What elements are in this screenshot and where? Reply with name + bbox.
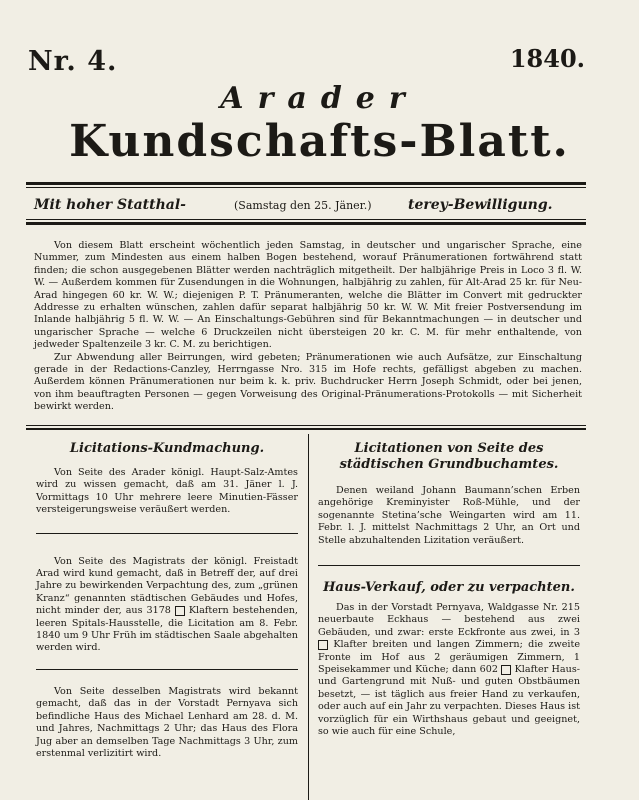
- left-divider-1: [36, 533, 298, 534]
- right-paragraph-2c: Klafter Haus- und Gartengrund mit Nuß- und guten Obstbäumen besetzt, — ist täglich aus freier Hand zu verkaufen, oder auch auf ein Jahr zu verpachten. Dieses Haus ist vorzüglich für ein Wirthshaus gebaut und geeignet, so wie auch für eine Schule,: [318, 664, 580, 738]
- subtitle-right: terey-Bewilligung.: [408, 197, 553, 213]
- right-heading-2: Haus-Verkauf, oder zu verpachten.: [323, 580, 575, 596]
- title-line-1: Arader: [220, 81, 419, 116]
- left-paragraph-2b: Klaftern bestehenden, leeren Spitals-Hausstelle, die Licitation am 8. Febr. 1840 um 9 Uhr Früh im städtischen Saale abgehalten werden wird.: [36, 605, 298, 654]
- right-heading-1: Licitationen von Seite des städtischen Grundbuchamtes.: [339, 441, 559, 472]
- right-column: [318, 441, 580, 739]
- rule-columns-thin: [26, 425, 586, 426]
- right-paragraph-2a: Das in der Vorstadt Pernyava, Waldgasse Nr. 215 neuerbaute Eckhaus — bestehend aus zwei Gebäuden, und zwar: erste Eckfronte aus zwei, in 3: [318, 602, 580, 638]
- rule-sub-thick: [26, 222, 586, 225]
- issue-number: Nr. 4.: [28, 46, 118, 77]
- rule-top-thick: [26, 182, 586, 185]
- title-line-2: Kundschafts-Blatt.: [69, 116, 570, 167]
- intro-paragraph-1: Von diesem Blatt erscheint wöchentlich jeden Samstag, in deutscher und ungarischer Sprache, eine Nummer, zum Mindesten aus einem halben Bogen bestehend, worauf Pränumerationen fortwährend statt finden; die schon ausgegebenen Blätter werden nachträglich mitgetheilt. Der halbjährige Preis in Loco 3 fl. W. W. — Außerdem kommen für Zusendungen in die Wohnungen, halbjährig zu zahlen, für Alt-Arad 25 kr. für Neu-Arad hingegen 60 kr. W. W.; diejenigen P. T. Pränumeranten, welche die Blätter im Convert mit gedruckter Addresse zu erhalten wünschen, zahlen dafür separat halbjährig 50 kr. W. W. Mit freier Postversendung im Inlande halbjährig 5 fl. W. W. — An Einschaltungs-Gebühren sind für Bekanntmachungen — in deutscher und ungarischer Sprache — welche 6 Druckzeilen nicht übersteigen 20 kr. C. M. für mehr enthaltende, von jedweder Spaltenzeile 3 kr. C. M. zu berichtigen.: [34, 240, 582, 351]
- issue-date: (Samstag den 25. Jäner.): [234, 199, 372, 212]
- left-divider-2: [36, 669, 298, 670]
- issue-year: 1840.: [509, 44, 585, 73]
- right-paragraph-2b: Klafter breiten und langen Zimmern; die zweite Fronte im Hof aus 2 geräumigen Zimmern, 1 Speisekammer und Küche; dann 602: [318, 639, 580, 676]
- column-divider: [308, 434, 309, 800]
- left-column: [36, 441, 298, 760]
- right-paragraph-1: Denen weiland Johann Baumann’schen Erben angehörige Kreminyister Roß-Mühle, und der sogenannte Stetina’sche Weingarten wird am 11. Febr. l. J. mittelst Nachmittags 2 Uhr, an Ort und Stelle abzuhaltenden Lizitation veräußert.: [318, 485, 580, 546]
- square-fathom-symbol: [501, 665, 511, 675]
- subtitle-left: Mit hoher Statthal-: [34, 197, 186, 213]
- square-fathom-symbol: [318, 640, 328, 650]
- left-paragraph-2: [36, 556, 298, 655]
- intro-block: [34, 240, 582, 414]
- rule-sub-thin: [26, 219, 586, 220]
- left-paragraph-3: Von Seite desselben Magistrats wird bekannt gemacht, daß das in der Vorstadt Pernyava sich befindliche Haus des Michael Lenhard am 28. d. M. und Jahres, Nachmittags 2 Uhr; das Haus des Flora Jug aber an demselben Tage Nachmittags 3 Uhr, zum erstenmal verlizitirt wird.: [36, 685, 298, 759]
- left-heading: Licitations-Kundmachung.: [69, 441, 265, 456]
- intro-paragraph-2: Zur Abwendung aller Beirrungen, wird gebeten; Pränumerationen wie auch Aufsätze, zur Einschaltung gerade in der Redactions-Canzley, Herrngasse Nro. 315 im Hofe rechts, gefälligst abgeben zu machen. Außerdem können Pränumerationen nur beim k. k. priv. Buchdrucker Herrn Joseph Schmidt, oder bei jenen, von ihm beauftragten Personen — gegen Vorweisung des Original-Pränumerations-Protokolls — mit Sicherheit bewirkt werden.: [34, 351, 582, 413]
- left-paragraph-1: Von Seite des Arader königl. Haupt-Salz-Amtes wird zu wissen gemacht, daß am 31. Jäner l. J. Vormittags 10 Uhr mehrere leere Minutien-Fässer versteigerungsweise veräußert werden.: [36, 467, 298, 516]
- rule-columns-thick: [26, 428, 586, 430]
- rule-top-thin: [26, 187, 586, 188]
- left-paragraph-2a: Von Seite des Magistrats der königl. Freistadt Arad wird kund gemacht, daß in Betreff der, auf drei Jahre zu bewirkenden Verpachtung des, zum „grünen Kranz“ genannten städtischen Gebäudes und Hofes, nicht minder der, aus 3178: [36, 555, 298, 617]
- right-divider-1: [318, 565, 580, 566]
- right-paragraph-2: [318, 602, 580, 738]
- square-fathom-symbol: [175, 606, 185, 616]
